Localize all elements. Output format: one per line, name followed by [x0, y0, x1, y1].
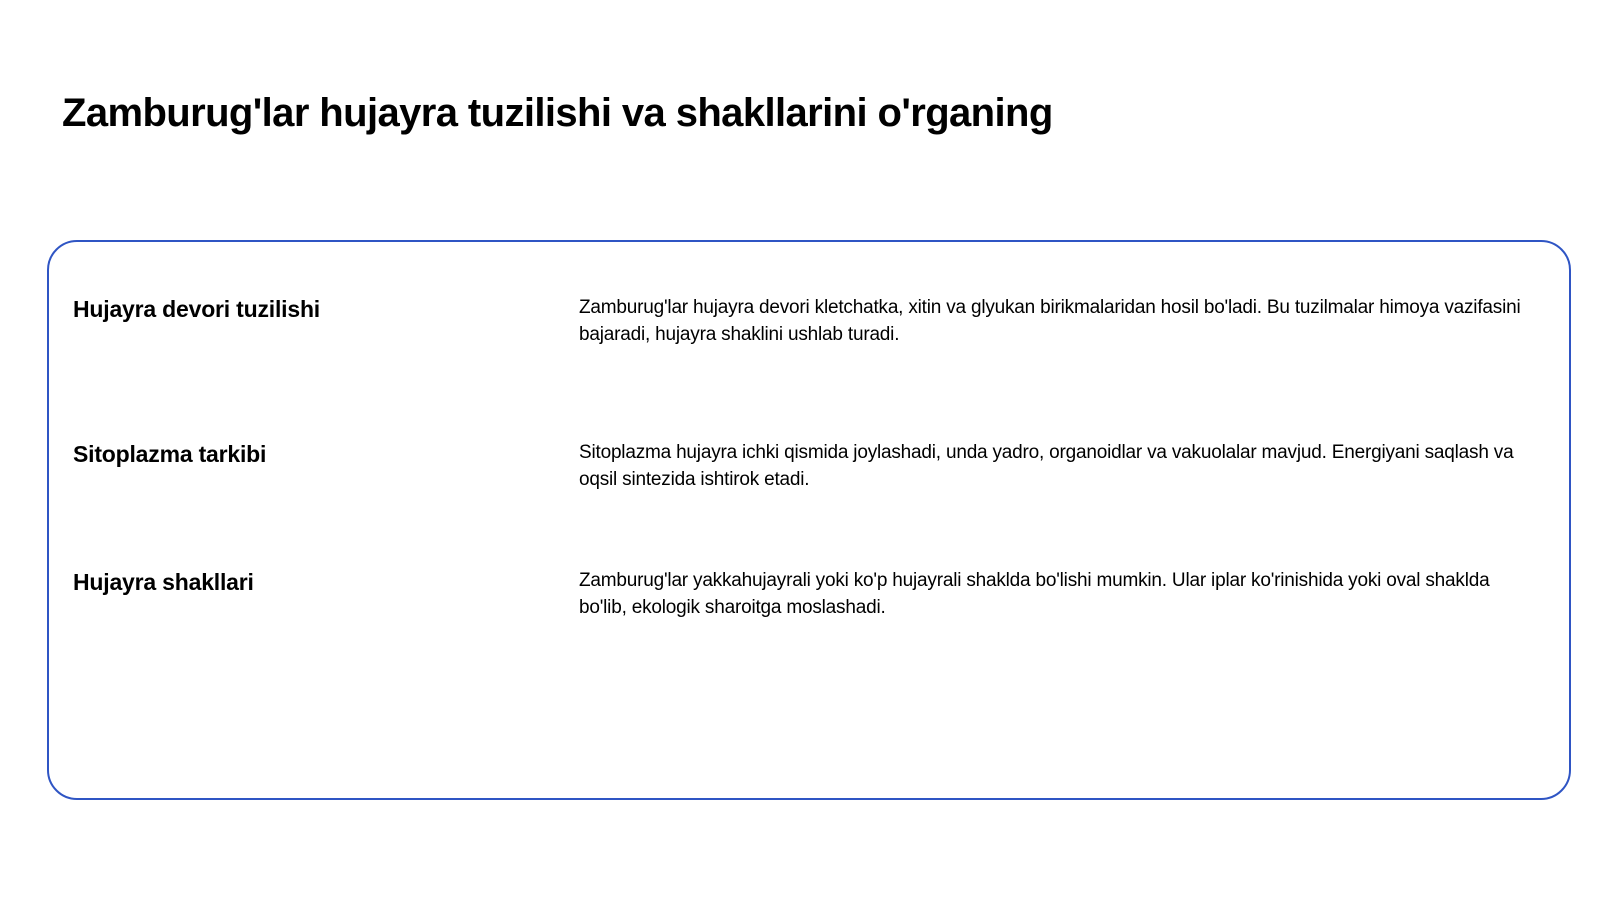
row-heading-cell-wall: Hujayra devori tuzilishi — [73, 296, 320, 322]
content-box — [47, 240, 1571, 800]
row-text-cell-wall: Zamburug'lar hujayra devori kletchatka, xitin va glyukan birikmalaridan hosil bo'ladi. Bu tuzilmalar himoya vazifasini bajaradi, hujayra shaklini ushlab turadi. — [579, 297, 1521, 345]
row-text-cytoplasm: Sitoplazma hujayra ichki qismida joylashadi, unda yadro, organoidlar va vakuolalar mavjud. Energiyani saqlash va oqsil sintezida ishtirok etadi. — [579, 442, 1514, 490]
row-heading-cytoplasm: Sitoplazma tarkibi — [73, 441, 267, 467]
slide-title: Zamburug'lar hujayra tuzilishi va shakllarini o'rganing — [62, 91, 1053, 135]
row-text-cell-shapes: Zamburug'lar yakkahujayrali yoki ko'p hujayrali shaklda bo'lishi mumkin. Ular iplar ko'rinishida yoki oval shaklda bo'lib, ekologik sharoitga moslashadi. — [579, 570, 1490, 618]
row-heading-cell-shapes: Hujayra shakllari — [73, 569, 254, 595]
